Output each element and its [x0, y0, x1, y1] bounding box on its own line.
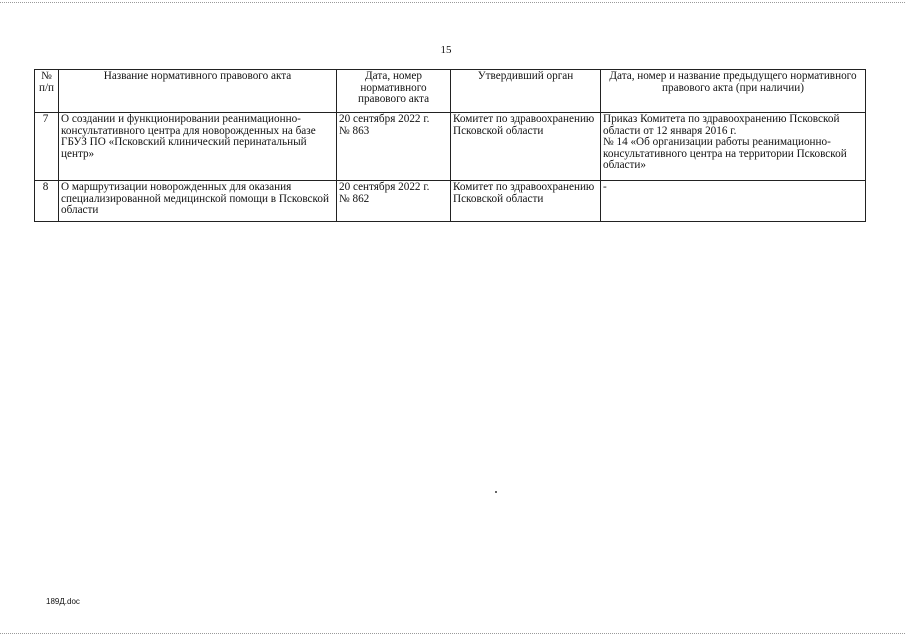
table-row: [35, 181, 866, 222]
act-number: № 863: [339, 124, 370, 137]
act-date-text: 20 сентября 2022 г.: [339, 113, 430, 125]
page-number: 15: [440, 44, 452, 56]
previous-act-line: -: [603, 181, 607, 193]
scan-speck: [495, 491, 497, 493]
act-number: № 862: [339, 192, 370, 205]
approving-body: Комитет по здравоохранению Псковской области: [451, 113, 601, 181]
scan-edge-top: [0, 2, 905, 3]
previous-act-line: № 14 «Об организации работы реанимационно-консультативного центра на территории Псковской области»: [603, 136, 847, 172]
act-date-text: 20 сентября 2022 г.: [339, 181, 430, 193]
previous-act: [601, 181, 866, 222]
approving-body: Комитет по здравоохранению Псковской области: [451, 181, 601, 222]
row-number: 7: [35, 113, 59, 181]
table-row: [35, 113, 866, 181]
row-number: 8: [35, 181, 59, 222]
header-approving-body: Утвердивший орган: [451, 70, 601, 113]
act-date: [337, 113, 451, 181]
header-previous-act: Дата, номер и название предыдущего нормативного правового акта (при наличии): [601, 70, 866, 113]
header-act-date: Дата, номер нормативного правового акта: [337, 70, 451, 113]
table-header-row: [35, 70, 866, 113]
footer-file-name: 189Д.doc: [46, 597, 80, 606]
previous-act: [601, 113, 866, 181]
header-act-name: Название нормативного правового акта: [59, 70, 337, 113]
act-date: [337, 181, 451, 222]
previous-act-line: Приказ Комитета по здравоохранению Псковской области от 12 января 2016 г.: [603, 113, 840, 137]
scan-edge-bottom: [0, 633, 905, 634]
regulatory-acts-table: [34, 69, 866, 222]
header-number: № п/п: [35, 70, 59, 113]
act-name: О создании и функционировании реанимационно-консультативного центра для новорожденных на базе ГБУЗ ПО «Псковский клинический перинатальный центр»: [59, 113, 337, 181]
act-name: О маршрутизации новорожденных для оказания специализированной медицинской помощи в Псковской области: [59, 181, 337, 222]
